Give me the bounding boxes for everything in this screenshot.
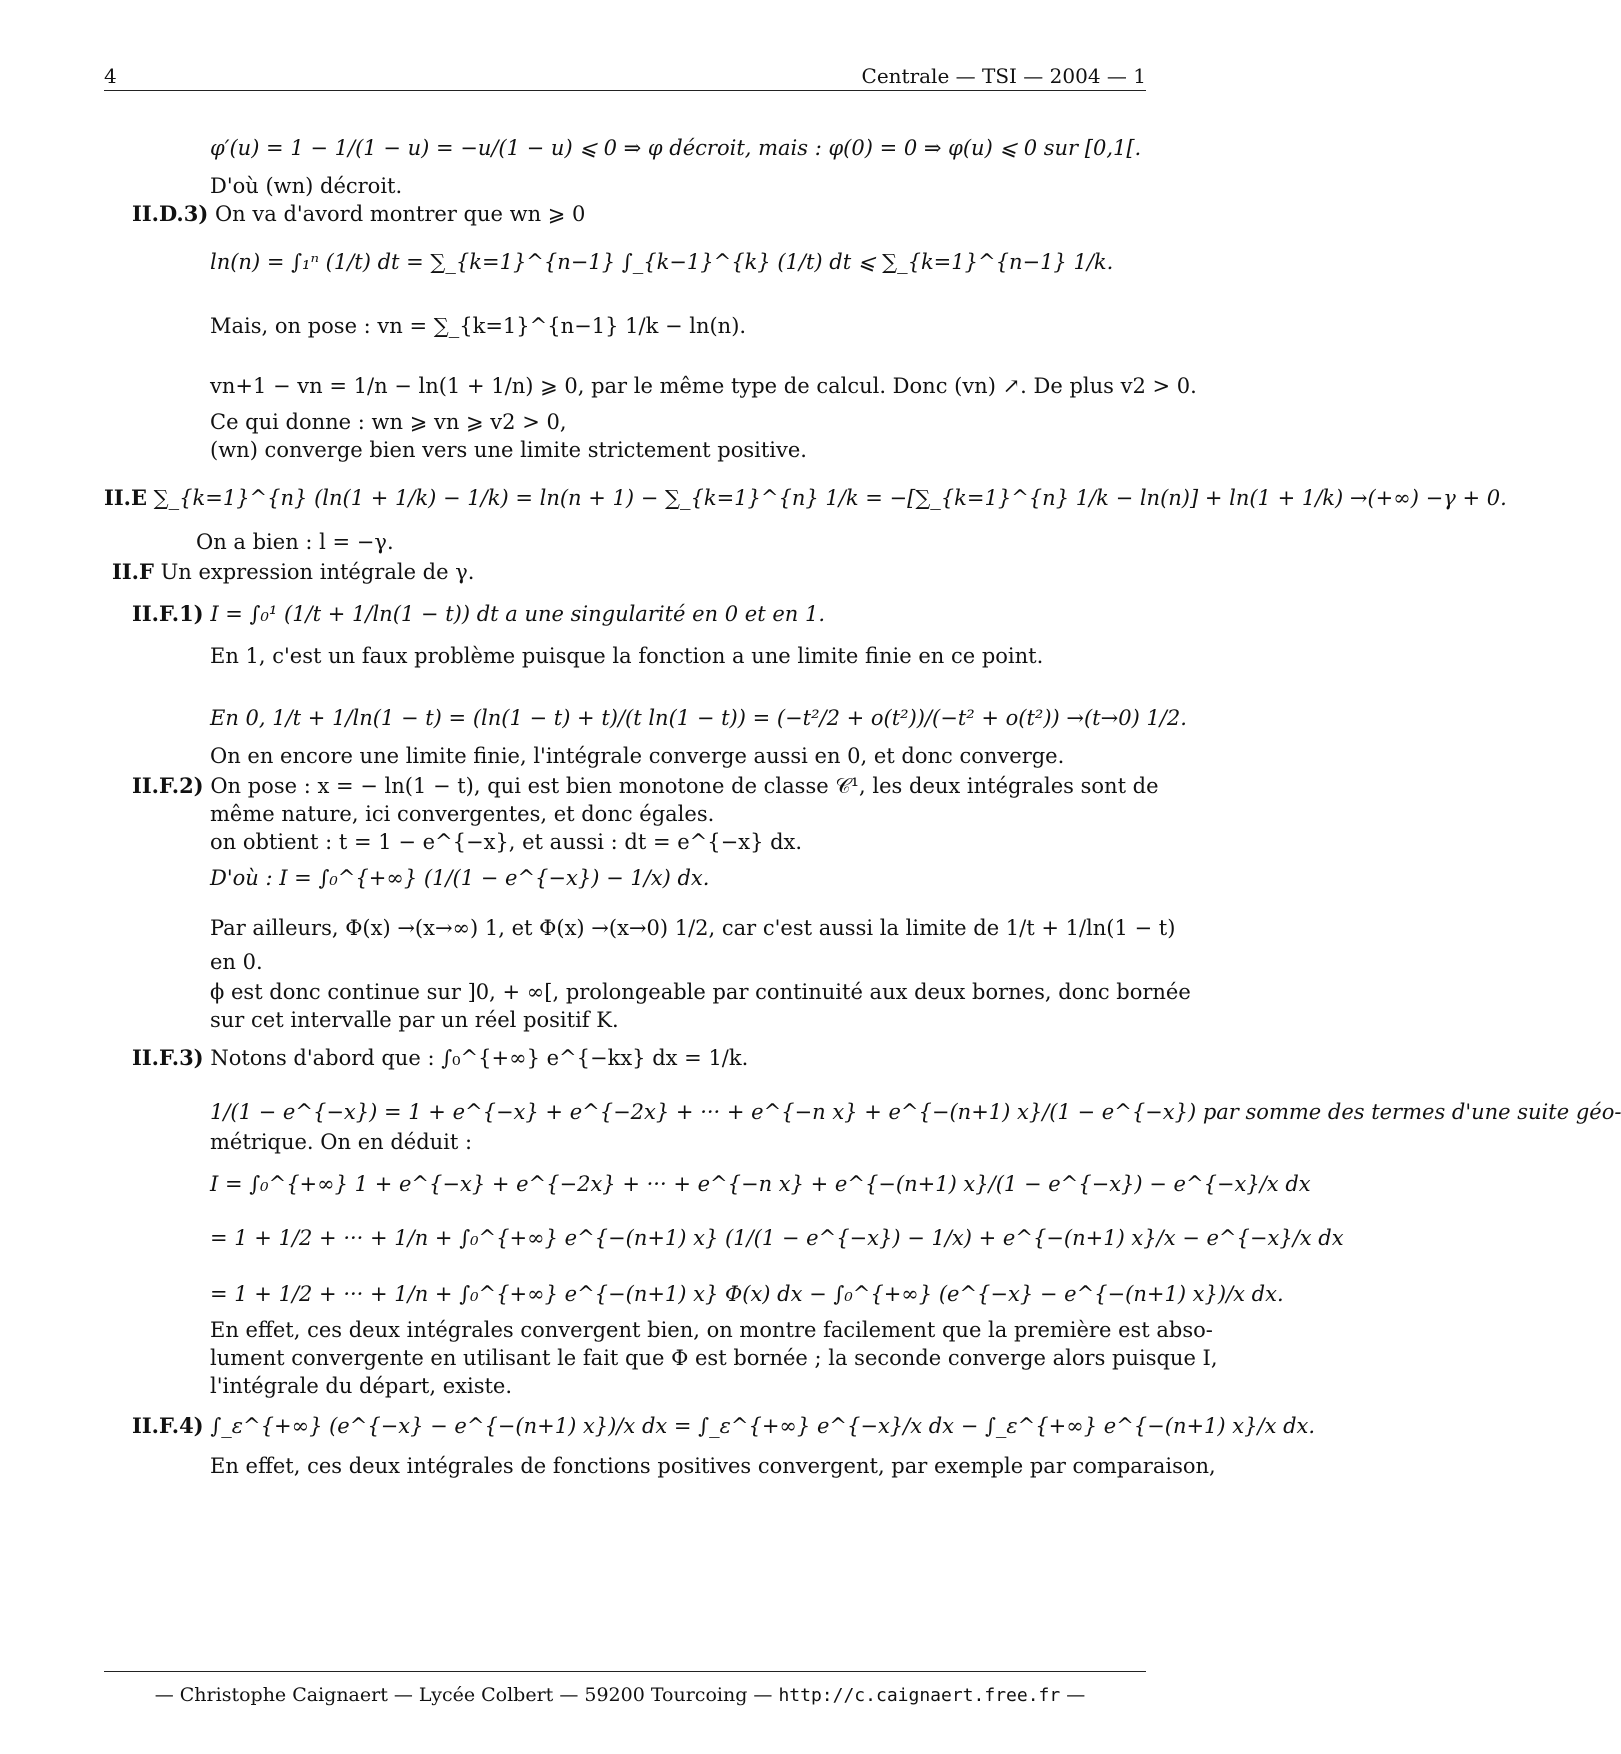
formula-line xyxy=(210,1280,1284,1308)
footer-text: — Christophe Caignaert — Lycée Colbert — 59200 Tourcoing — xyxy=(154,1684,773,1706)
line-text: ln(n) = ∫₁ⁿ (1/t) dt = ∑_{k=1}^{n−1} ∫_{k−1}^{k} (1/t) dt ⩽ ∑_{k=1}^{n−1} 1/k. xyxy=(210,250,1114,274)
footer-rule xyxy=(104,1671,1146,1672)
formula-line xyxy=(210,248,1113,276)
line-text: ϕ est donc continue sur ]0, + ∞[, prolongeable par continuité aux deux bornes, donc bornée xyxy=(210,980,1191,1004)
section-line xyxy=(132,1044,748,1072)
line-text: En effet, ces deux intégrales de fonctions positives convergent, par exemple par comparaison, xyxy=(210,1454,1216,1478)
page-number: 4 xyxy=(104,64,117,88)
text-line xyxy=(210,828,802,856)
line-text: métrique. On en déduit : xyxy=(210,1130,473,1154)
line-text: sur cet intervalle par un réel positif K. xyxy=(210,1008,619,1032)
line-text: On va d'avord montrer que wn ⩾ 0 xyxy=(214,202,586,226)
line-text: même nature, ici convergentes, et donc égales. xyxy=(210,802,715,826)
formula-line xyxy=(210,864,709,892)
line-text: En 0, 1/t + 1/ln(1 − t) = (ln(1 − t) + t)/(t ln(1 − t)) = (−t²/2 + o(t²))/(−t² + o(t²)) →(t→0) 1/2. xyxy=(210,706,1187,730)
text-line xyxy=(210,948,263,976)
formula-line xyxy=(210,914,1175,942)
text-line xyxy=(210,1372,512,1400)
page-footer xyxy=(0,1684,1240,1706)
line-text: I = ∫₀^{+∞} 1 + e^{−x} + e^{−2x} + ··· + e^{−n x} + e^{−(n+1) x}/(1 − e^{−x}) − e^{−x}/x dx xyxy=(210,1172,1311,1196)
section-label: II.F.3) xyxy=(132,1045,204,1070)
line-text: Ce qui donne : wn ⩾ vn ⩾ v2 > 0, xyxy=(210,410,567,434)
running-header-title: Centrale — TSI — 2004 — 1 xyxy=(861,64,1146,88)
line-text: 1/(1 − e^{−x}) = 1 + e^{−x} + e^{−2x} + ··· + e^{−n x} + e^{−(n+1) x}/(1 − e^{−x}) par somme des termes d'une suite géo- xyxy=(210,1100,1621,1124)
formula-line xyxy=(210,1098,1621,1126)
line-text: Notons d'abord que : ∫₀^{+∞} e^{−kx} dx = 1/k. xyxy=(210,1046,749,1070)
line-text: on obtient : t = 1 − e^{−x}, et aussi : dt = e^{−x} dx. xyxy=(210,830,803,854)
footer-end: — xyxy=(1066,1684,1086,1706)
section-line xyxy=(132,772,1159,800)
text-line xyxy=(210,742,1064,770)
text-line xyxy=(210,800,714,828)
footer-link[interactable]: http://c.caignaert.free.fr xyxy=(778,1685,1061,1706)
text-line xyxy=(210,436,807,464)
line-text: D'où : I = ∫₀^{+∞} (1/(1 − e^{−x}) − 1/x) dx. xyxy=(210,866,710,890)
line-text: Un expression intégrale de γ. xyxy=(160,560,475,584)
text-line xyxy=(210,978,1191,1006)
line-text: l'intégrale du départ, existe. xyxy=(210,1374,513,1398)
line-text: ∫_ε^{+∞} (e^{−x} − e^{−(n+1) x})/x dx = ∫_ε^{+∞} e^{−x}/x dx − ∫_ε^{+∞} e^{−(n+1) x}/x dx. xyxy=(210,1414,1316,1438)
line-text: φ′(u) = 1 − 1/(1 − u) = −u/(1 − u) ⩽ 0 ⇒ φ décroit, mais : φ(0) = 0 ⇒ φ(u) ⩽ 0 sur [0,1[. xyxy=(210,136,1142,160)
line-text: = 1 + 1/2 + ··· + 1/n + ∫₀^{+∞} e^{−(n+1) x} (1/(1 − e^{−x}) − 1/x) + e^{−(n+1) x}/x − e^{−x}/x dx xyxy=(210,1226,1344,1250)
section-line xyxy=(104,484,1507,512)
header-rule xyxy=(104,90,1146,91)
text-line xyxy=(210,1006,619,1034)
formula-line xyxy=(210,134,1141,162)
text-line xyxy=(196,528,394,556)
section-label: II.F.2) xyxy=(132,773,204,798)
line-text: Par ailleurs, Φ(x) →(x→∞) 1, et Φ(x) →(x→0) 1/2, car c'est aussi la limite de 1/t + 1/ln(1 − t) xyxy=(210,916,1176,940)
line-text: On pose : x = − ln(1 − t), qui est bien monotone de classe 𝒞¹, les deux intégrales sont de xyxy=(210,774,1159,798)
section-label: II.F.4) xyxy=(132,1413,204,1438)
line-text: = 1 + 1/2 + ··· + 1/n + ∫₀^{+∞} e^{−(n+1) x} Φ(x) dx − ∫₀^{+∞} (e^{−x} − e^{−(n+1) x})/x dx. xyxy=(210,1282,1284,1306)
line-text: On en encore une limite finie, l'intégrale converge aussi en 0, et donc converge. xyxy=(210,744,1065,768)
line-text: On a bien : l = −γ. xyxy=(196,530,394,554)
line-text: D'où (wn) décroit. xyxy=(210,174,403,198)
section-label: II.F.1) xyxy=(132,601,204,626)
line-text: lument convergente en utilisant le fait que Φ est bornée ; la seconde converge alors puisque I, xyxy=(210,1346,1218,1370)
section-label: II.E xyxy=(104,485,147,510)
section-line xyxy=(112,558,474,586)
formula-line xyxy=(210,1170,1311,1198)
text-line xyxy=(210,1316,1213,1344)
line-text: vn+1 − vn = 1/n − ln(1 + 1/n) ⩾ 0, par le même type de calcul. Donc (vn) ↗. De plus v2 > 0. xyxy=(210,374,1197,398)
text-line xyxy=(210,642,1043,670)
section-line xyxy=(132,1412,1315,1440)
line-text: ∑_{k=1}^{n} (ln(1 + 1/k) − 1/k) = ln(n + 1) − ∑_{k=1}^{n} 1/k = −[∑_{k=1}^{n} 1/k − ln(n)] + ln(1 + 1/k) →(+∞) −γ + 0. xyxy=(153,486,1507,510)
formula-line xyxy=(210,312,746,340)
text-line xyxy=(210,1452,1216,1480)
line-text: en 0. xyxy=(210,950,263,974)
formula-line xyxy=(210,372,1197,400)
formula-line xyxy=(210,1224,1344,1252)
line-text: En 1, c'est un faux problème puisque la fonction a une limite finie en ce point. xyxy=(210,644,1044,668)
text-line xyxy=(210,408,567,436)
section-label: II.F xyxy=(112,559,154,584)
text-line xyxy=(210,1128,472,1156)
text-line xyxy=(210,1344,1218,1372)
line-text: (wn) converge bien vers une limite strictement positive. xyxy=(210,438,807,462)
formula-line xyxy=(210,704,1187,732)
line-text: Mais, on pose : vn = ∑_{k=1}^{n−1} 1/k − ln(n). xyxy=(210,314,747,338)
line-text: En effet, ces deux intégrales convergent bien, on montre facilement que la première est abso- xyxy=(210,1318,1213,1342)
line-text: I = ∫₀¹ (1/t + 1/ln(1 − t)) dt a une singularité en 0 et en 1. xyxy=(210,602,825,626)
section-line xyxy=(132,200,585,228)
text-line xyxy=(210,172,402,200)
section-label: II.D.3) xyxy=(132,201,209,226)
section-line xyxy=(132,600,825,628)
